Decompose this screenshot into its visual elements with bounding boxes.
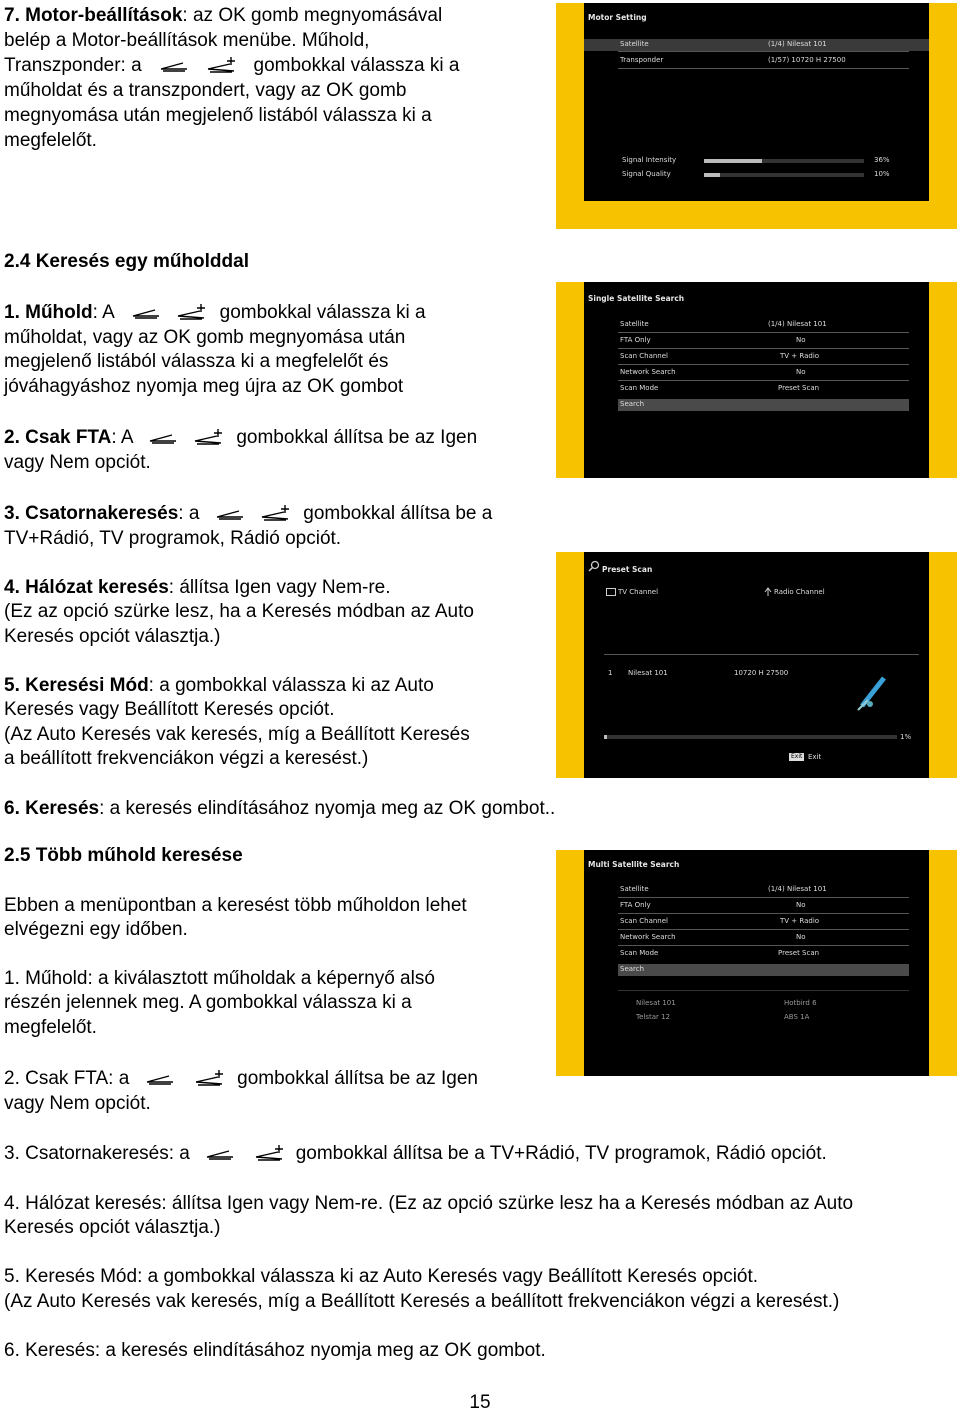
signal-quality-row: Signal Quality 10% xyxy=(622,170,890,178)
s25-p4-line-1: 4. Hálózat keresés: állítsa Igen vagy Nem-re. (Ez az opció szürke lesz ha a Keresés módban az Auto xyxy=(4,1193,854,1214)
s25-p6-line-1: 6. Keresés: a keresés elindításához nyomja meg az OK gombot. xyxy=(4,1340,546,1361)
s24-p1-line-3: megjelenő listából válassza ki a megfelelőt és xyxy=(4,351,389,372)
s24-p4-line-1: 4. Hálózat keresés: állítsa Igen vagy Nem-re. xyxy=(4,577,391,598)
menu-row-selected: Search xyxy=(618,964,909,976)
s24-p6-line-1: 6. Keresés: a keresés elindításához nyomja meg az OK gombot.. xyxy=(4,798,556,819)
s24-p2-line-2: vagy Nem opciót. xyxy=(4,452,151,473)
signal-quality-bar xyxy=(704,173,864,177)
section-2-5-heading: 2.5 Több műhold keresése xyxy=(4,845,243,866)
volume-down-icon xyxy=(146,429,180,447)
radio-channel-label: Radio Channel xyxy=(774,588,825,596)
motor-setting-screenshot xyxy=(556,3,957,229)
satellite-icon xyxy=(854,670,894,714)
s24-p1-line-4: jóváhagyáshoz nyomja meg újra az OK gombot xyxy=(4,376,404,397)
s7-line-6: megfelelőt. xyxy=(4,130,97,151)
s25-intro-line-1: Ebben a menüpontban a keresést több műholdon lehet xyxy=(4,895,467,916)
menu-row: Scan Channel TV + Radio xyxy=(620,352,820,360)
s24-p1-line-2: műholdat, vagy az OK gomb megnyomása után xyxy=(4,327,406,348)
magnifier-icon xyxy=(588,560,600,572)
single-satellite-search-screen xyxy=(584,282,929,478)
s24-p4-line-3: Keresés opciót választja.) xyxy=(4,626,221,647)
volume-up-icon xyxy=(204,55,238,77)
volume-up-icon xyxy=(191,427,225,449)
volume-down-icon xyxy=(213,505,247,523)
s25-p5-line-2: (Az Auto Keresés vak keresés, míg a Beállított Keresés a beállított frekvenciákon végzi a keresést.) xyxy=(4,1291,840,1312)
s25-p3-line-1: 3. Csatornakeresés: a gombokkal állítsa be a TV+Rádió, TV programok, Rádió opciót. xyxy=(4,1143,827,1164)
menu-row: Network Search No xyxy=(620,368,806,376)
section-2-4-heading: 2.4 Keresés egy műholddal xyxy=(4,251,249,272)
s25-p1-line-3: megfelelőt. xyxy=(4,1017,97,1038)
s24-p3-line-2: TV+Rádió, TV programok, Rádió opciót. xyxy=(4,528,342,549)
screen-title: Multi Satellite Search xyxy=(588,860,680,869)
menu-row: FTA Only No xyxy=(620,336,806,344)
volume-up-icon xyxy=(252,1143,286,1165)
menu-row: Network Search No xyxy=(620,933,806,941)
signal-intensity-row: Signal Intensity 36% xyxy=(622,156,890,164)
s24-p4-line-2: (Ez az opció szürke lesz, ha a Keresés módban az Auto xyxy=(4,601,474,622)
s25-p5-line-1: 5. Keresés Mód: a gombokkal válassza ki az Auto Keresés vagy Beállított Keresés opciót. xyxy=(4,1266,759,1287)
tv-channel-label: TV Channel xyxy=(618,588,659,596)
screen-title: Preset Scan xyxy=(602,565,653,574)
s24-p5-line-2: Keresés vagy Beállított Keresés opciót. xyxy=(4,699,335,720)
volume-down-icon xyxy=(143,1070,177,1088)
s25-p4-line-2: Keresés opciót választja.) xyxy=(4,1217,221,1238)
satellite-list-row: Nilesat 101 Hotbird 6 xyxy=(636,999,817,1007)
screen-title: Single Satellite Search xyxy=(588,294,685,303)
scan-progress-bar xyxy=(604,735,897,739)
s7-line-2: belép a Motor-beállítások menübe. Műhold, xyxy=(4,30,370,51)
s7-line-4: műholdat és a transzpondert, vagy az OK gomb xyxy=(4,80,407,101)
menu-row-selected: Search xyxy=(618,399,909,411)
volume-up-icon xyxy=(192,1068,226,1090)
s25-p1-line-2: részén jelennek meg. A gombokkal válassza ki a xyxy=(4,992,412,1013)
s25-p2-line-1: 2. Csak FTA: a gombokkal állítsa be az Igen xyxy=(4,1068,478,1089)
s24-p5-line-4: a beállított frekvenciákon végzi a keresést.) xyxy=(4,748,369,769)
multi-satellite-search-screenshot xyxy=(556,850,957,1076)
menu-row: Scan Mode Preset Scan xyxy=(620,949,820,957)
scan-progress-percent: 1% xyxy=(900,733,912,741)
exit-button[interactable]: Exit xyxy=(808,753,822,761)
scan-row: 1 Nilesat 101 10720 H 27500 xyxy=(608,669,789,677)
s24-p3-line-1: 3. Csatornakeresés: a gombokkal állítsa be a xyxy=(4,503,493,524)
s7-line-3: Transzponder: a gombokkal válassza ki a xyxy=(4,55,460,76)
menu-row: Satellite (1/4) Nilesat 101 xyxy=(620,885,827,893)
exit-key: Exit xyxy=(791,753,803,760)
menu-row: Satellite (1/4) Nilesat 101 xyxy=(620,320,827,328)
motor-setting-screen xyxy=(584,3,929,201)
screen-title: Motor Setting xyxy=(588,13,647,22)
s7-line-5: megnyomása után megjelenő listából válassza ki a xyxy=(4,105,432,126)
volume-down-icon xyxy=(203,1145,237,1163)
menu-row: Transponder (1/57) 10720 H 27500 xyxy=(620,56,846,64)
s24-p5-line-3: (Az Auto Keresés vak keresés, míg a Beállított Keresés xyxy=(4,724,470,745)
s24-p5-line-1: 5. Keresési Mód: a gombokkal válassza ki az Auto xyxy=(4,675,434,696)
menu-row-selected: Satellite (1/4) Nilesat 101 xyxy=(584,39,929,51)
signal-intensity-bar xyxy=(704,159,864,163)
preset-scan-screen xyxy=(584,552,929,778)
volume-down-icon xyxy=(157,57,191,75)
preset-scan-screenshot xyxy=(556,552,957,778)
tv-icon xyxy=(606,588,616,597)
s25-p1-line-1: 1. Műhold: a kiválasztott műholdak a képernyő alsó xyxy=(4,968,435,989)
single-satellite-search-screenshot xyxy=(556,282,957,478)
menu-row: Scan Mode Preset Scan xyxy=(620,384,820,392)
multi-satellite-search-screen xyxy=(584,850,929,1076)
volume-up-icon xyxy=(258,503,292,525)
radio-icon xyxy=(764,587,772,597)
s25-p2-line-2: vagy Nem opciót. xyxy=(4,1093,151,1114)
satellite-list-row: Telstar 12 ABS 1A xyxy=(636,1013,810,1021)
menu-row: Scan Channel TV + Radio xyxy=(620,917,820,925)
menu-row: FTA Only No xyxy=(620,901,806,909)
s7-line-1: 7. Motor-beállítások: az OK gomb megnyomásával xyxy=(4,5,443,26)
volume-up-icon xyxy=(174,302,208,324)
s24-p1-line-1: 1. Műhold: A gombokkal válassza ki a xyxy=(4,302,426,323)
page-number: 15 xyxy=(469,1392,491,1413)
s25-intro-line-2: elvégezni egy időben. xyxy=(4,919,188,940)
s24-p2-line-1: 2. Csak FTA: A gombokkal állítsa be az Igen xyxy=(4,427,478,448)
volume-down-icon xyxy=(129,304,163,322)
